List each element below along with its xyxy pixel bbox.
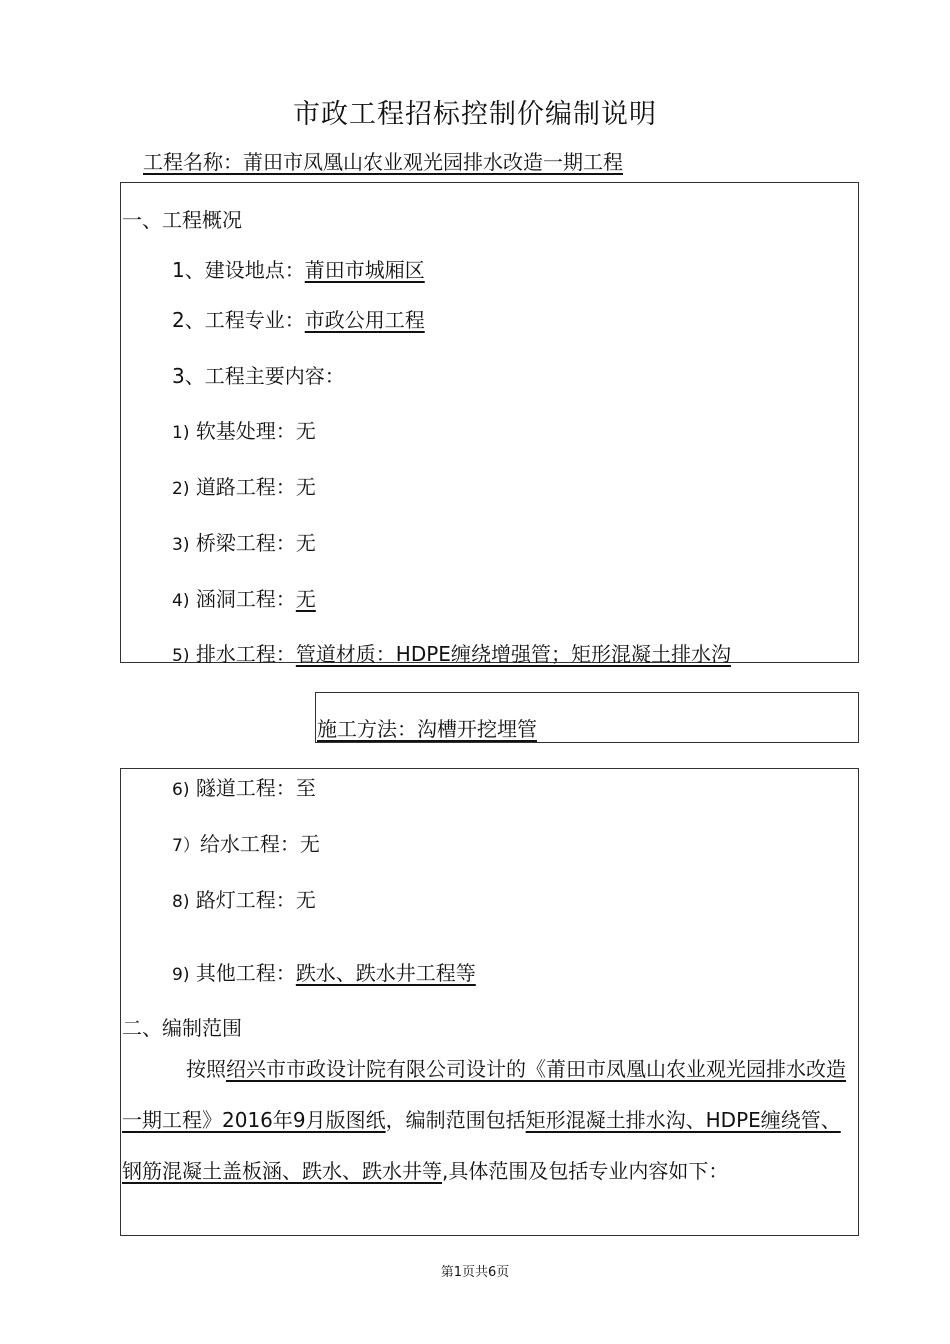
construction-method-cell <box>315 692 859 743</box>
list-item: 4) 涵洞工程：无 <box>172 587 316 611</box>
overview-table-part1 <box>120 182 859 666</box>
list-item: 9) 其他工程：跌水、跌水井工程等 <box>172 961 476 985</box>
project-name: 工程名称：莆田市凤凰山农业观光园排水改造一期工程 <box>143 150 623 174</box>
specialty-row <box>172 304 425 333</box>
document-title: 市政工程招标控制价编制说明 <box>293 99 657 130</box>
construction-method: 施工方法：沟槽开挖埋管 <box>317 717 537 741</box>
list-item: 7）给水工程：无 <box>172 832 320 856</box>
scope-paragraph: 按照绍兴市市政设计院有限公司设计的《莆田市凤凰山农业观光园排水改造一期工程》2016年9月版图纸，编制范围包括矩形混凝土排水沟、HDPE缠绕管、钢筋混凝土盖板涵、跌水、跌水井等,具体范围及包括专业内容如下： <box>122 1057 846 1183</box>
design-source: 绍兴市市政设计院有限公司设计的《莆田市凤凰山农业观光园排水改造一期工程》2016年9月版图纸 <box>122 1057 846 1132</box>
section2-heading: 二、编制范围 <box>122 1016 242 1040</box>
list-item: 5) 排水工程：管道材质：HDPE缠绕增强管；矩形混凝土排水沟 <box>172 642 731 666</box>
overview-table-part2 <box>120 768 859 1236</box>
scope-paragraph-wrap <box>121 1044 858 1230</box>
section1-heading: 一、工程概况 <box>122 208 242 232</box>
list-item: 6) 隧道工程：至 <box>172 776 316 800</box>
location-row <box>172 254 425 283</box>
location-value: 莆田市城厢区 <box>304 258 425 282</box>
specialty-label: 2、工程专业： <box>172 308 305 332</box>
specialty-value: 市政公用工程 <box>304 308 425 332</box>
main-content-label: 3、工程主要内容： <box>172 364 345 388</box>
list-item: 1) 软基处理：无 <box>172 419 316 443</box>
list-item: 2) 道路工程：无 <box>172 475 316 499</box>
scope-items: 矩形混凝土排水沟、HDPE缠绕管、钢筋混凝土盖板涵、跌水、跌水井等 <box>122 1108 841 1183</box>
list-item: 8) 路灯工程：无 <box>172 888 316 912</box>
page-footer: 第1页共6页 <box>440 1265 510 1280</box>
list-item: 3) 桥梁工程：无 <box>172 531 316 555</box>
location-label: 1、建设地点： <box>172 258 305 282</box>
